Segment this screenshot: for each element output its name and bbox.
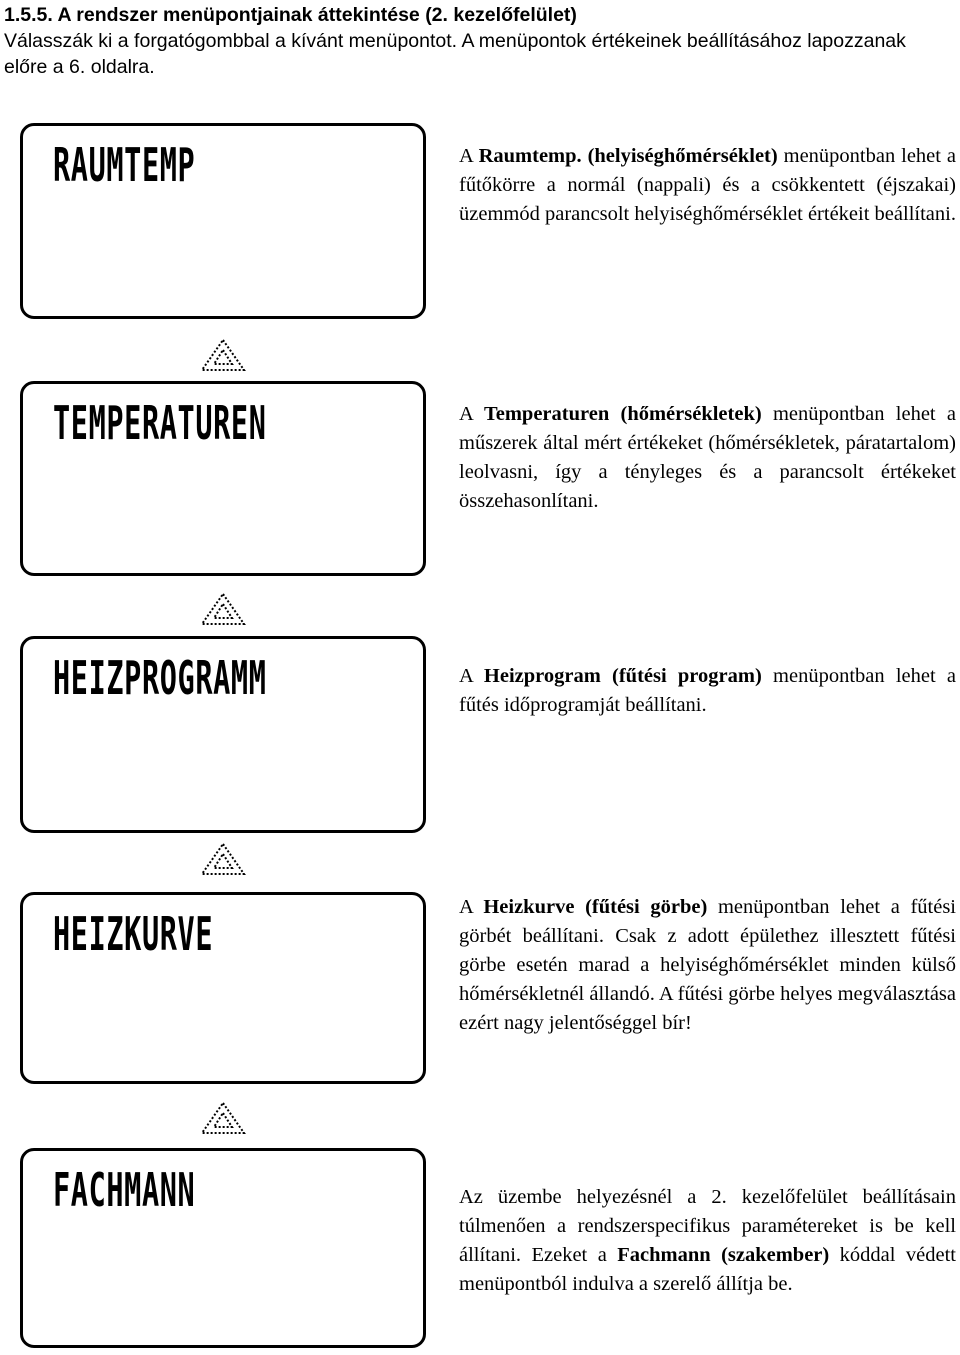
lcd-text: TEMPERATUREN — [53, 396, 267, 450]
menu-description-fachmann: Az üzembe helyezésnél a 2. kezelőfelület beállításain túlmenően a rendszerspecifikus paramétereket is be kell állítani. Ezeket a Fachmann (szakember) kóddal védett menüpontból indulva a szerelő állítja be. — [459, 1186, 956, 1295]
lcd-display-temperaturen — [20, 381, 426, 576]
lcd-display-heizkurve — [20, 892, 426, 1084]
menu-description-heizkurve: A Heizkurve (fűtési görbe) menüpontban lehet a fűtési görbét beállítani. Csak z adott épülethez illesztett fűtési görbe esetén marad a helyiséghőmérséklet minden külső hőmérsékletnél állandó. A fűtési görbe helyes megválasztása ezért nagy jelentőséggel bír! — [459, 896, 956, 1034]
menu-description-temperaturen: A Temperaturen (hőmérsékletek) menüpontban lehet a műszerek által mért értékeket (hőmérsékletek, páratartalom) leolvasni, így a tényleges és a parancsolt értékeket összehasonlítani. — [459, 403, 956, 512]
lcd-text: FACHMANN — [53, 1163, 196, 1217]
lcd-text: RAUMTEMP — [53, 138, 196, 192]
up-arrow-icon — [198, 592, 248, 628]
lcd-display-heizprogramm — [20, 636, 426, 833]
up-arrow-icon — [198, 1101, 248, 1137]
up-arrow-icon — [198, 338, 248, 374]
menu-description-heizprogramm: A Heizprogram (fűtési program) menüpontban lehet a fűtés időprogramját beállítani. — [459, 665, 956, 716]
lcd-text: HEIZKURVE — [53, 907, 214, 961]
section-heading — [4, 2, 954, 80]
section-title: 1.5.5. A rendszer menüpontjainak áttekintése (2. kezelőfelület) — [4, 4, 577, 26]
lcd-text: HEIZPROGRAMM — [53, 651, 267, 705]
section-intro: Válasszák ki a forgatógombbal a kívánt menüpontot. A menüpontok értékeinek beállításához lapozzanak előre a 6. oldalra. — [4, 30, 906, 78]
menu-description-raumtemp: A Raumtemp. (helyiséghőmérséklet) menüpontban lehet a fűtőkörre a normál (nappali) és a csökkentett (éjszakai) üzemmód parancsolt helyiséghőmérséklet értékeit beállítani. — [459, 145, 956, 225]
lcd-display-fachmann — [20, 1148, 426, 1348]
lcd-display-raumtemp — [20, 123, 426, 319]
up-arrow-icon — [198, 842, 248, 878]
